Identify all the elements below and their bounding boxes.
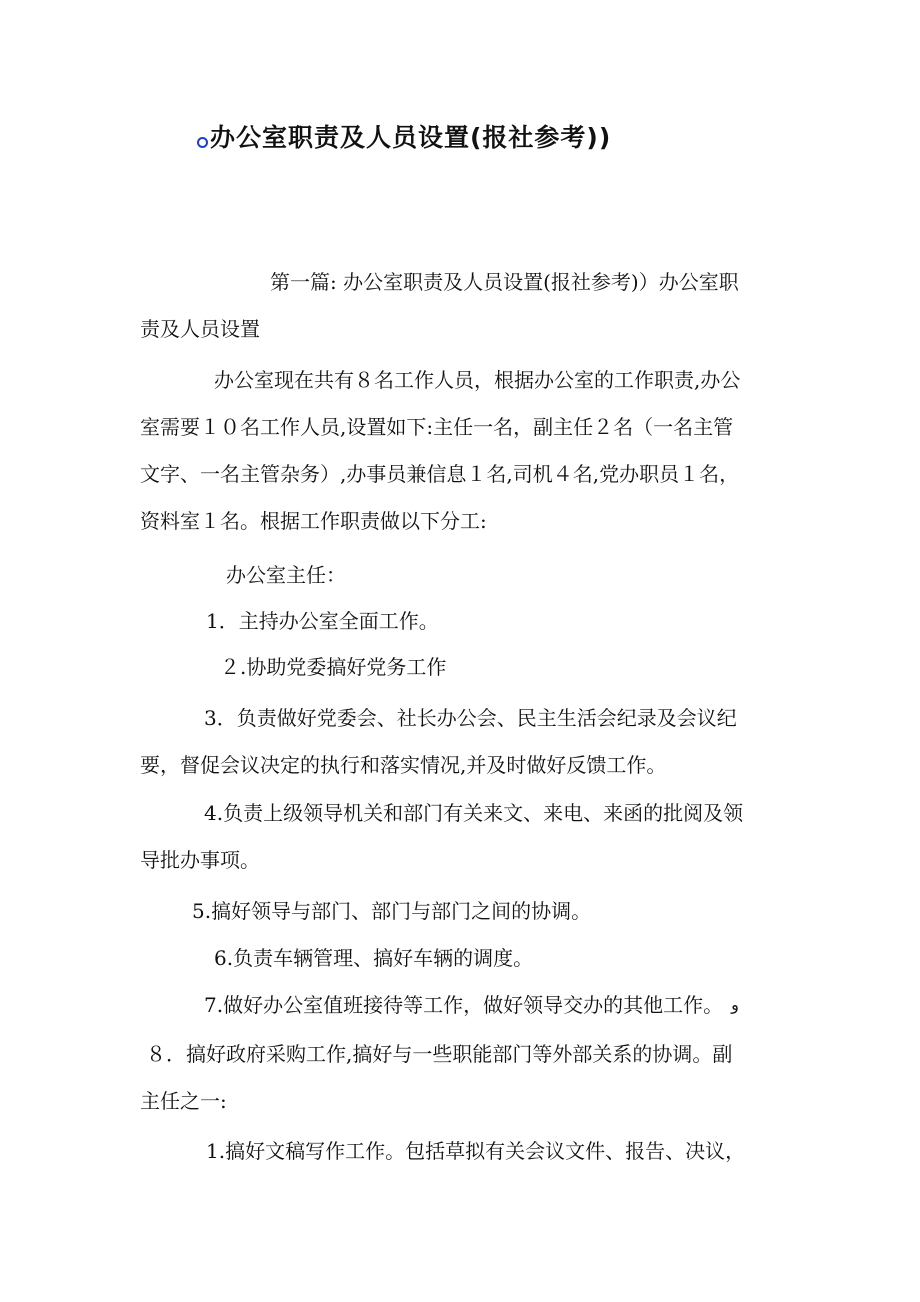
list-item: ２.协助党委搞好党务工作 <box>220 655 447 679</box>
paragraph-line: 第一篇: 办公室职责及人员设置(报社参考)）办公室职 <box>270 270 739 294</box>
list-item-continuation: 要，督促会议决定的执行和落实情况,并及时做好反馈工作。 <box>140 753 667 777</box>
stray-mark: و <box>731 995 739 1014</box>
paragraph-line: 资料室１名。根据工作职责做以下分工: <box>140 509 487 533</box>
title-row <box>197 118 611 158</box>
list-item-text: 7.做好办公室值班接待等工作，做好领导交办的其他工作。 <box>204 993 724 1017</box>
paragraph-line: 责及人员设置 <box>140 317 260 341</box>
paragraph-line: 办公室现在共有８名工作人员，根据办公室的工作职责,办公 <box>214 368 741 392</box>
list-item: 4.负责上级领导机关和部门有关来文、来电、来函的批阅及领 <box>204 801 744 825</box>
list-item: 3．负责做好党委会、社长办公会、民主生活会纪录及会议纪 <box>204 706 737 730</box>
paragraph-line: 室需要１０名工作人员,设置如下:主任一名，副主任２名（一名主管 <box>140 415 734 439</box>
list-item: 6.负责车辆管理、搞好车辆的调度。 <box>214 946 534 970</box>
list-item: 1.搞好文稿写作工作。包括草拟有关会议文件、报告、决议， <box>206 1139 746 1163</box>
list-item: 1．主持办公室全面工作。 <box>206 609 439 633</box>
list-item: ８．搞好政府采购工作,搞好与一些职能部门等外部关系的协调。副 <box>146 1042 733 1066</box>
list-item: 5.搞好领导与部门、部门与部门之间的协调。 <box>192 899 592 923</box>
list-item-continuation: 导批办事项。 <box>140 848 260 872</box>
paragraph-line: 文字、一名主管杂务）,办事员兼信息１名,司机４名,党办职员１名， <box>140 462 740 486</box>
document-title: 办公室职责及人员设置(报社参考)) <box>210 123 612 152</box>
bullet-mark-icon <box>197 137 208 148</box>
list-item <box>204 991 739 1019</box>
section-heading: 办公室主任： <box>226 563 346 587</box>
list-item-continuation: 主任之一: <box>140 1089 227 1113</box>
